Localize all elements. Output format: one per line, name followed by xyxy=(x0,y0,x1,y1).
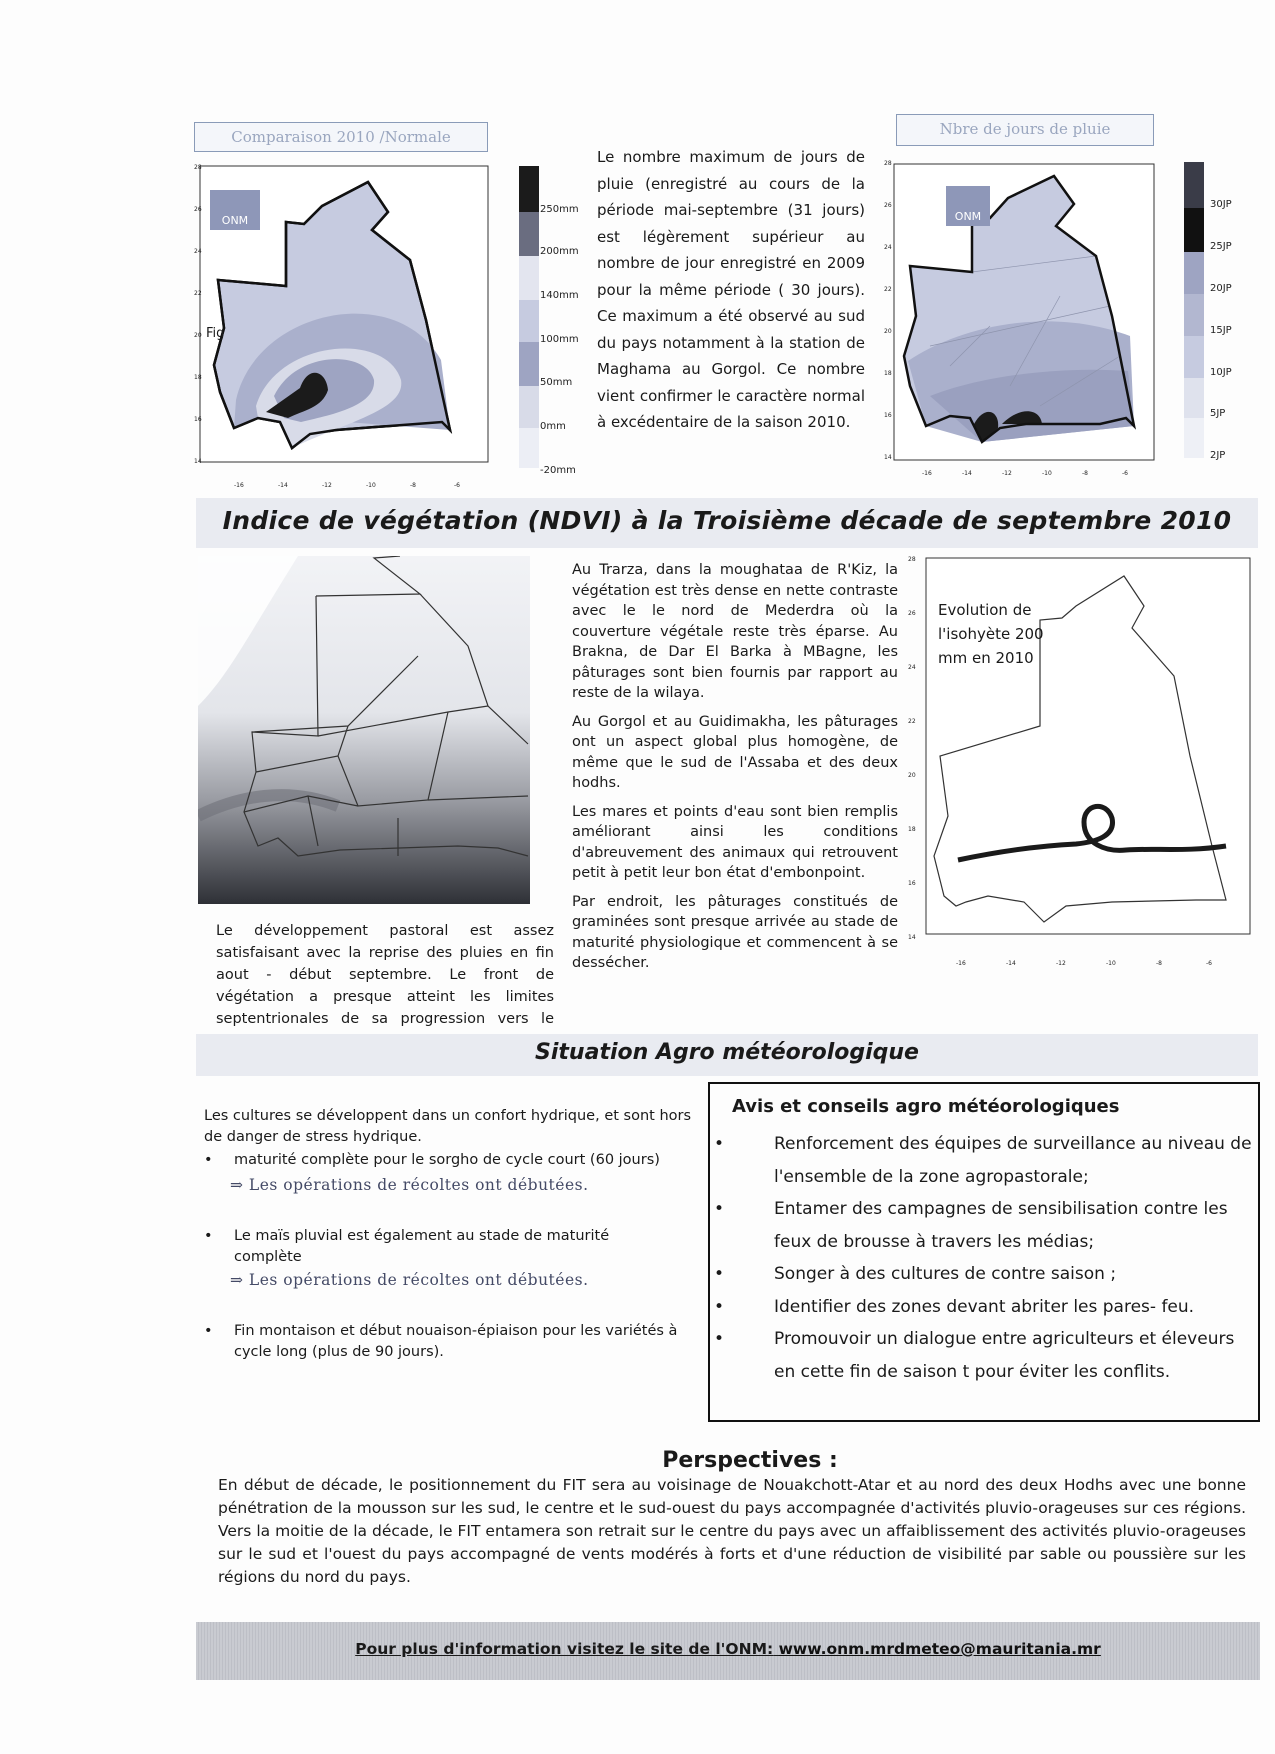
x-tick: -10 xyxy=(1106,960,1116,967)
y-tick: 22 xyxy=(884,286,892,293)
advice-item xyxy=(714,1128,1254,1193)
map1-legend-label: -20mm xyxy=(540,465,576,476)
x-tick: -8 xyxy=(1082,470,1088,477)
advice-item-text: Identifier des zones devant abriter les pares- feu. xyxy=(774,1296,1195,1317)
bullet-icon: • xyxy=(714,1296,725,1317)
map2-legend-bar xyxy=(1184,162,1204,458)
x-tick: -14 xyxy=(278,482,288,489)
map1-title: Comparaison 2010 /Normale xyxy=(194,122,488,152)
agro-title: Situation Agro météorologique xyxy=(535,1040,919,1065)
advice-item xyxy=(714,1323,1254,1388)
y-tick: 22 xyxy=(908,718,916,725)
agro-item xyxy=(204,1321,692,1363)
map2-legend-label: 2JP xyxy=(1210,450,1226,461)
map1-legend-label: 100mm xyxy=(540,334,579,345)
map1-x-ticks xyxy=(234,482,474,492)
advice-item xyxy=(714,1258,1254,1291)
bullet-icon: • xyxy=(714,1199,725,1219)
onm-website-link[interactable]: www.onm.mrdmeteo@mauritania.mr xyxy=(778,1640,1101,1658)
isohyete-y-ticks xyxy=(908,556,918,956)
y-tick: 18 xyxy=(194,374,202,381)
y-tick: 20 xyxy=(194,332,202,339)
ndvi-paragraph: Au Trarza, dans la moughataa de R'Kiz, la végétation est très dense en nette contraste avec le le nord de Mederdra où la couverture végétale reste très éparse. Au Brakna, de Dar El Barka à MBagne, les pâturages sont bien fournis par rapport au reste de la wilaya. xyxy=(572,562,898,701)
agro-banner xyxy=(196,1034,1258,1076)
map2-x-ticks xyxy=(922,470,1142,480)
bullet-icon: • xyxy=(714,1329,725,1349)
ndvi-title: Indice de végétation (NDVI) à la Troisième décade de septembre 2010 xyxy=(222,506,1232,535)
ndvi-banner xyxy=(196,498,1258,548)
map1-legend-label: 250mm xyxy=(540,204,579,215)
bullet-icon: • xyxy=(714,1264,725,1284)
bullet-icon: • xyxy=(204,1323,213,1339)
advice-item-text: Promouvoir un dialogue entre agriculteurs et éleveurs en cette fin de saison t pour éviter les conflits. xyxy=(774,1329,1235,1382)
y-tick: 24 xyxy=(908,664,916,671)
bullet-icon: • xyxy=(714,1134,725,1154)
ndvi-caption: Le développement pastoral est assez satisfaisant avec la reprise des pluies en fin aout - début septembre. Le front de végétation a presque atteint les limites septentrionales de sa progression vers le xyxy=(216,923,554,1027)
perspectives-text: En début de décade, le positionnement du FIT sera au voisinage de Nouakchott-Atar et au nord des deux Hodhs avec une bonne pénétration de la mousson sur les sud, le centre et le sud-ouest du pays accompagnée d'activités pluvio-orageuses sur ces régions. Vers la moitie de la décade, le FIT entamera son retrait sur le centre du pays avec un affaiblissement des activités pluvio-orageuses sur le sud et l'ouest du pays accompagné de vents modérés à forts et d'une réduction de visibilité par sable ou poussière sur les régions du nord du pays. xyxy=(218,1476,1246,1586)
map1-legend-bar xyxy=(519,166,539,468)
isohyete-label: Evolution de l'isohyète 200 mm en 2010 xyxy=(938,601,1044,667)
y-tick: 28 xyxy=(908,556,916,563)
agro-item-text: maturité complète pour le sorgho de cycle court (60 jours) xyxy=(234,1152,660,1168)
map2-title: Nbre de jours de pluie xyxy=(896,114,1154,146)
agro-intro: Les cultures se développent dans un confort hydrique, et sont hors de danger de stress hydrique. xyxy=(204,1108,692,1145)
perspectives-title: Perspectives : xyxy=(662,1448,838,1473)
y-tick: 26 xyxy=(194,206,202,213)
footer-banner xyxy=(196,1622,1260,1680)
x-tick: -6 xyxy=(1206,960,1212,967)
y-tick: 14 xyxy=(194,458,202,465)
ndvi-paragraph: Au Gorgol et au Guidimakha, les pâturages ont un aspect global plus homogène, de même que le sud de l'Assaba et des deux hodhs. xyxy=(572,713,898,791)
x-tick: -8 xyxy=(1156,960,1162,967)
y-tick: 28 xyxy=(884,160,892,167)
y-tick: 16 xyxy=(908,880,916,887)
rain-days-text: Le nombre maximum de jours de pluie (enregistré au cours de la période mai-septembre (31 jours) est légèrement supérieur au nombre de jour enregistré en 2009 pour la même période ( 30 jours). Ce maximum a été observé au sud du pays notamment à la station de Maghama au Gorgol. Ce nombre vient confirmer le caractère normal à excédentaire de la saison 2010. xyxy=(597,148,865,431)
agro-item xyxy=(204,1150,692,1171)
y-tick: 16 xyxy=(884,412,892,419)
x-tick: -12 xyxy=(1056,960,1066,967)
advice-item-text: Songer à des cultures de contre saison ; xyxy=(774,1264,1117,1284)
x-tick: -16 xyxy=(922,470,932,477)
y-tick: 24 xyxy=(194,248,202,255)
agro-item-text: Fin montaison et début nouaison-épiaison pour les variétés à cycle long (plus de 90 jours). xyxy=(234,1323,678,1360)
map2-legend-label: 30JP xyxy=(1210,199,1232,210)
map2-rain-days xyxy=(890,156,1160,468)
ndvi-paragraph: Par endroit, les pâturages constitués de graminées sont presque arrivée au stade de maturité physiologique et commencent à se dessécher. xyxy=(572,893,898,971)
advice-title: Avis et conseils agro météorologiques xyxy=(732,1096,1120,1117)
y-tick: 16 xyxy=(194,416,202,423)
advice-item-text: Entamer des campagnes de sensibilisation contre les feux de brousse à travers les médias; xyxy=(774,1199,1228,1252)
agro-section xyxy=(204,1106,692,1363)
map2-legend-label: 20JP xyxy=(1210,283,1232,294)
map1-legend-label: 200mm xyxy=(540,246,579,257)
map1-logo: ONM xyxy=(221,214,249,227)
x-tick: -16 xyxy=(956,960,966,967)
map1-legend-label: 0mm xyxy=(540,421,566,432)
x-tick: -14 xyxy=(962,470,972,477)
y-tick: 24 xyxy=(884,244,892,251)
map2-legend-label: 25JP xyxy=(1210,241,1232,252)
y-tick: 28 xyxy=(194,164,202,171)
map2-y-ticks xyxy=(884,160,894,460)
x-tick: -6 xyxy=(454,482,460,489)
x-tick: -6 xyxy=(1122,470,1128,477)
agro-item-note: ⇒ Les opérations de récoltes ont débutées. xyxy=(230,1176,589,1194)
y-tick: 20 xyxy=(908,772,916,779)
y-tick: 18 xyxy=(908,826,916,833)
x-tick: -10 xyxy=(366,482,376,489)
map2-logo: ONM xyxy=(954,210,982,223)
x-tick: -10 xyxy=(1042,470,1052,477)
advice-item xyxy=(714,1291,1254,1324)
x-tick: -14 xyxy=(1006,960,1016,967)
map2-legend-label: 15JP xyxy=(1210,325,1232,336)
agro-item-note: ⇒ Les opérations de récoltes ont débutées. xyxy=(230,1271,589,1289)
x-tick: -12 xyxy=(1002,470,1012,477)
x-tick: -8 xyxy=(410,482,416,489)
x-tick: -12 xyxy=(322,482,332,489)
isohyete-x-ticks xyxy=(956,960,1226,970)
advice-box xyxy=(708,1082,1260,1422)
y-tick: 22 xyxy=(194,290,202,297)
y-tick: 14 xyxy=(884,454,892,461)
ndvi-paragraphs xyxy=(572,560,898,982)
map1-legend-label: 50mm xyxy=(540,377,573,388)
map1-fig-label: Fig xyxy=(206,326,225,341)
agro-item-text: Le maïs pluvial est également au stade de maturité complète xyxy=(234,1228,610,1265)
map1-y-ticks xyxy=(194,164,204,464)
y-tick: 20 xyxy=(884,328,892,335)
x-tick: -16 xyxy=(234,482,244,489)
ndvi-satellite-map xyxy=(198,556,530,904)
agro-item xyxy=(204,1226,692,1268)
map2-legend-label: 10JP xyxy=(1210,367,1232,378)
y-tick: 14 xyxy=(908,934,916,941)
map1-rainfall-anomaly xyxy=(196,160,496,480)
y-tick: 26 xyxy=(908,610,916,617)
y-tick: 18 xyxy=(884,370,892,377)
bullet-icon: • xyxy=(204,1228,213,1244)
advice-item-text: Renforcement des équipes de surveillance au niveau de l'ensemble de la zone agropastorale; xyxy=(774,1134,1252,1187)
map1-legend-label: 140mm xyxy=(540,290,579,301)
bullet-icon: • xyxy=(204,1152,213,1168)
map2-legend-label: 5JP xyxy=(1210,408,1226,419)
advice-item xyxy=(714,1193,1254,1258)
y-tick: 26 xyxy=(884,202,892,209)
ndvi-paragraph: Les mares et points d'eau sont bien remplis améliorant ainsi les conditions d'abreuvement des animaux qui retrouvent petit à petit leur bon état d'embonpoint. xyxy=(572,803,898,881)
footer-text: Pour plus d'information visitez le site de l'ONM: xyxy=(355,1640,774,1658)
